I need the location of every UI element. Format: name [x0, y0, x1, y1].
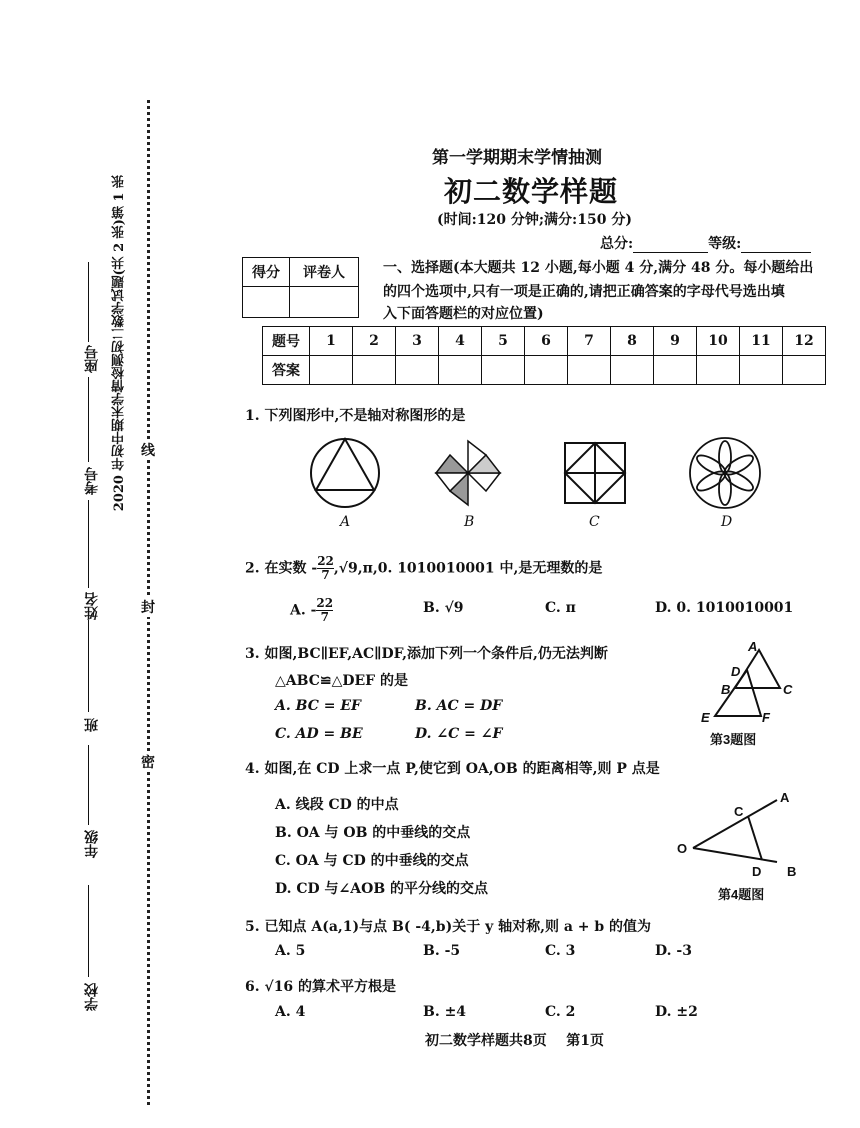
- answer-row-label: 答案: [263, 356, 310, 385]
- q6-option-d[interactable]: D. ±2: [655, 1004, 698, 1020]
- q1-figures: [300, 435, 770, 515]
- question-number: 3: [396, 327, 439, 356]
- grade-level-blank[interactable]: [741, 238, 811, 253]
- q3-point-d: D: [731, 664, 741, 679]
- q4-option-d[interactable]: D. CD 与∠AOB 的平分线的交点: [275, 881, 489, 897]
- figure-a-circle-triangle: [311, 439, 379, 507]
- school-label: 学校: [84, 983, 100, 1011]
- section1-line2: 的四个选项中,只有一项是正确的,请把正确答案的字母代号选出填: [383, 284, 785, 300]
- section1-line3: 入下面答题栏的对应位置): [383, 306, 544, 322]
- q4-point-o: O: [677, 841, 688, 856]
- answer-cell[interactable]: [525, 356, 568, 385]
- q5-option-b[interactable]: B. -5: [423, 943, 461, 959]
- q2-option-d[interactable]: D. 0. 1010010001: [655, 600, 794, 616]
- question-5-stem: 5. 已知点 A(a,1)与点 B( -4,b)关于 y 轴对称,则 a + b 的值为: [245, 919, 652, 935]
- q4-option-c[interactable]: C. OA 与 CD 的中垂线的交点: [275, 853, 469, 869]
- seal-char-xian: 线: [141, 440, 155, 460]
- q3-point-c: C: [783, 682, 793, 697]
- answer-cell[interactable]: [697, 356, 740, 385]
- answer-cell[interactable]: [740, 356, 783, 385]
- question-3-line2: △ABC≌△DEF 的是: [275, 673, 408, 689]
- question-number: 8: [611, 327, 654, 356]
- school-line: [88, 885, 90, 977]
- answer-cell[interactable]: [568, 356, 611, 385]
- q5-option-c[interactable]: C. 3: [545, 943, 576, 959]
- q6-option-b[interactable]: B. ±4: [423, 1004, 467, 1020]
- q4-point-d: D: [752, 864, 762, 879]
- answer-cell[interactable]: [482, 356, 525, 385]
- answer-cell[interactable]: [310, 356, 353, 385]
- number-row-label: 题号: [263, 327, 310, 356]
- question-number: 12: [783, 327, 826, 356]
- page-footer: 初二数学样题共8页 第1页: [425, 1033, 604, 1049]
- q3-point-e: E: [701, 710, 710, 725]
- score-header: 得分: [243, 258, 290, 287]
- answer-cell[interactable]: [353, 356, 396, 385]
- answer-cell[interactable]: [396, 356, 439, 385]
- name-label: 姓名: [84, 592, 100, 620]
- class-label: 班: [84, 718, 100, 732]
- figure-b-pinwheel: [436, 441, 500, 505]
- q2-option-b[interactable]: B. √9: [423, 600, 464, 616]
- grader-cell[interactable]: [290, 287, 359, 318]
- grade-line: [88, 745, 90, 825]
- question-number: 7: [568, 327, 611, 356]
- seat-line: [88, 262, 90, 342]
- q4-point-b: B: [787, 864, 797, 879]
- q3-figure-caption: 第3题图: [710, 732, 757, 747]
- seal-char-feng: 封: [141, 597, 155, 617]
- figure-c-square-diamond: [565, 443, 625, 503]
- question-number: 6: [525, 327, 568, 356]
- q3-figure: [695, 640, 795, 725]
- figure-d-circle-flower: [690, 438, 760, 508]
- answer-cell[interactable]: [783, 356, 826, 385]
- q6-option-a[interactable]: A. 4: [275, 1004, 306, 1020]
- answer-table-answer-row: [263, 356, 826, 385]
- answer-table: [262, 326, 826, 385]
- q4-figure-caption: 第4题图: [718, 887, 765, 902]
- exam-name: 2020 年初中期末学情检测初二数学试题(共 2 张)第 1 张: [112, 175, 127, 512]
- exam-no-label: 考号: [84, 467, 100, 495]
- question-number: 9: [654, 327, 697, 356]
- q5-option-a[interactable]: A. 5: [275, 943, 306, 959]
- question-6-stem: 6. √16 的算术平方根是: [245, 979, 397, 995]
- figure-a-label: A: [340, 514, 351, 530]
- q3-option-d[interactable]: D. ∠C = ∠F: [415, 726, 503, 742]
- question-1-stem: 1. 下列图形中,不是轴对称图形的是: [245, 408, 466, 424]
- name-line: [88, 500, 90, 588]
- q4-figure: [685, 790, 795, 870]
- q3-option-b[interactable]: B. AC = DF: [415, 698, 503, 714]
- question-number: 10: [697, 327, 740, 356]
- class-line: [88, 620, 90, 712]
- q5-option-d[interactable]: D. -3: [655, 943, 692, 959]
- question-number: 11: [740, 327, 783, 356]
- grade-label: 年级: [84, 830, 100, 858]
- q2-option-c[interactable]: C. π: [545, 600, 576, 616]
- seal-char-mi: 密: [141, 752, 155, 772]
- q3-point-a: A: [748, 639, 758, 654]
- q4-option-b[interactable]: B. OA 与 OB 的中垂线的交点: [275, 825, 471, 841]
- page-title: 初二数学样题: [444, 175, 619, 208]
- q4-option-a[interactable]: A. 线段 CD 的中点: [275, 797, 399, 813]
- exam-no-line: [88, 377, 90, 462]
- q4-point-c: C: [734, 804, 744, 819]
- answer-cell[interactable]: [439, 356, 482, 385]
- section1-heading: 一、选择题(本大题共 12 小题,每小题 4 分,满分 48 分。每小题给出: [383, 260, 814, 276]
- question-number: 4: [439, 327, 482, 356]
- figure-b-label: B: [464, 514, 475, 530]
- grader-box: [242, 257, 359, 318]
- seat-label: 座号: [84, 345, 100, 373]
- figure-c-label: C: [589, 514, 600, 530]
- total-score-blank[interactable]: [633, 238, 708, 253]
- q6-option-c[interactable]: C. 2: [545, 1004, 576, 1020]
- exam-meta: (时间:120 分钟;满分:150 分): [437, 212, 632, 228]
- answer-cell[interactable]: [611, 356, 654, 385]
- fraction-22-7: $\frac{22}{7}$: [317, 554, 334, 582]
- question-number: 2: [353, 327, 396, 356]
- q3-point-f: F: [762, 710, 770, 725]
- score-cell[interactable]: [243, 287, 290, 318]
- question-number: 5: [482, 327, 525, 356]
- subtitle: 第一学期期末学情抽测: [432, 148, 602, 168]
- q2-option-a[interactable]: A. - $\frac{22}{7}$: [290, 596, 334, 624]
- total-score-label: 总分: 等级:: [600, 233, 811, 253]
- figure-d-label: D: [721, 514, 733, 530]
- grader-header: 评卷人: [290, 258, 359, 287]
- question-number: 1: [310, 327, 353, 356]
- question-2-stem: 2. 在实数 - $\frac{22}{7}$ ,√9,π,0. 1010010001 中,是无理数的是: [245, 554, 603, 582]
- q3-option-c[interactable]: C. AD = BE: [275, 726, 363, 742]
- q4-point-a: A: [780, 790, 790, 805]
- question-3-line1: 3. 如图,BC∥EF,AC∥DF,添加下列一个条件后,仍无法判断: [245, 646, 608, 662]
- question-4-stem: 4. 如图,在 CD 上求一点 P,使它到 OA,OB 的距离相等,则 P 点是: [245, 761, 660, 777]
- answer-table-number-row: [263, 327, 826, 356]
- q3-point-b: B: [721, 682, 731, 697]
- answer-cell[interactable]: [654, 356, 697, 385]
- q3-option-a[interactable]: A. BC = EF: [275, 698, 361, 714]
